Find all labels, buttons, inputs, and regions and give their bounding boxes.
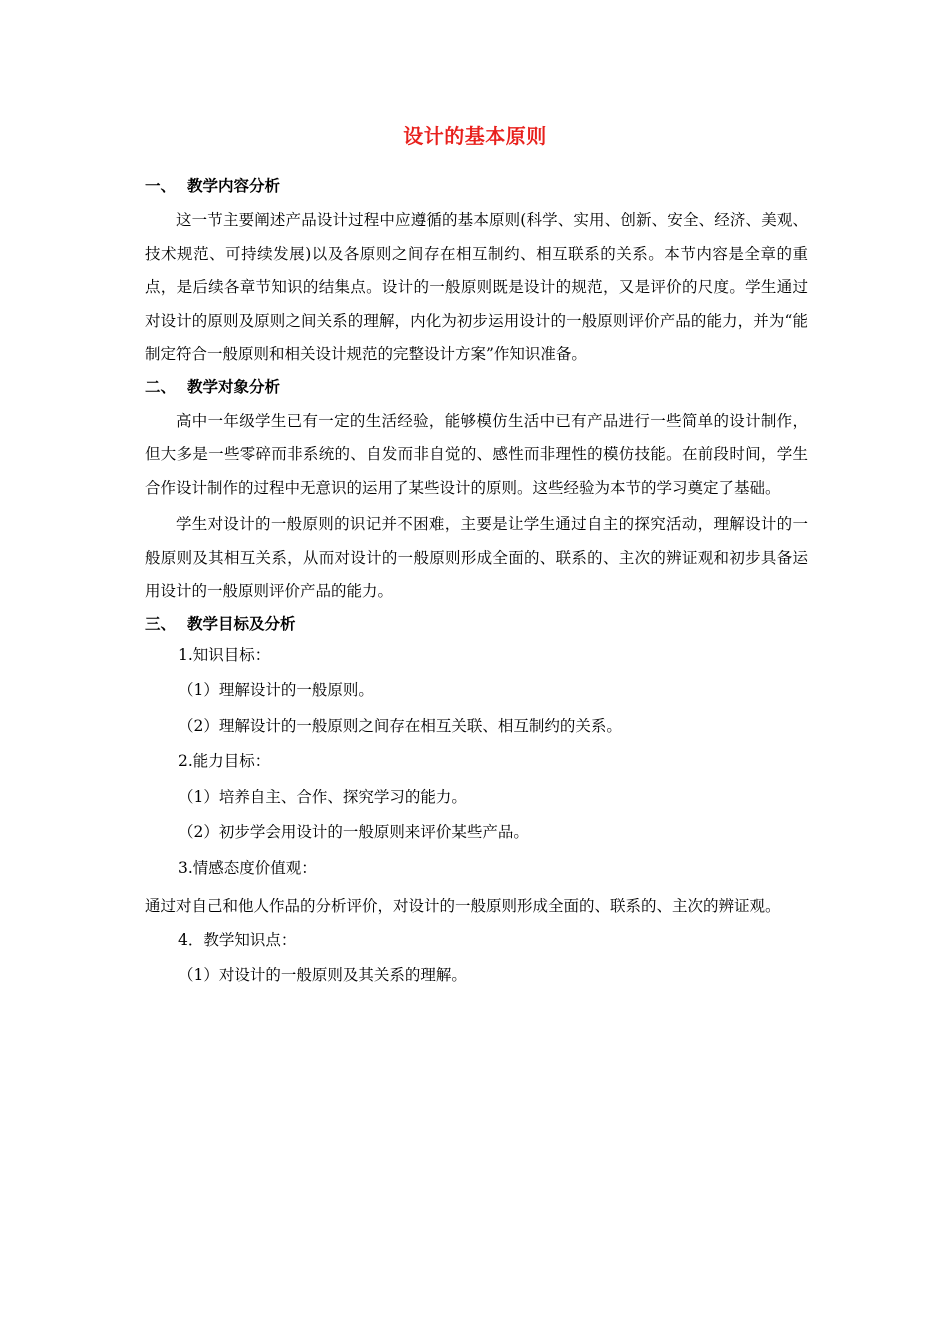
- paragraph: 通过对自己和他人作品的分析评价，对设计的一般原则形成全面的、联系的、主次的辨证观。: [145, 897, 781, 915]
- list-item: （2）初步学会用设计的一般原则来评价某些产品。: [178, 823, 529, 841]
- list-item: （1）对设计的一般原则及其关系的理解。: [178, 966, 467, 984]
- document-body: [145, 174, 808, 998]
- section-heading-2: [145, 375, 808, 399]
- section-title: 教学对象分析: [187, 376, 281, 396]
- paragraph: 这一节主要阐述产品设计过程中应遵循的基本原则(科学、实用、创新、安全、经济、美观、技术规范、可持续发展)以及各原则之间存在相互制约、相互联系的关系。本节内容是全章的重点，是后续各章节知识的结集点。设计的一般原则既是设计的规范，又是评价的尺度。学生通过对设计的原则及原则之间关系的理解，内化为初步运用设计的一般原则评价产品的能力，并为“能制定符合一般原则和相关设计规范的完整设计方案”作知识准备。: [145, 211, 808, 363]
- section-number: 三、: [145, 613, 177, 633]
- section-heading-1: [145, 174, 808, 198]
- paragraph: 高中一年级学生已有一定的生活经验，能够模仿生活中已有产品进行一些简单的设计制作，但大多是一些零碎而非系统的、自发而非自觉的、感性而非理性的模仿技能。在前段时间，学生合作设计制作的过程中无意识的运用了某些设计的原则。这些经验为本节的学习奠定了基础。: [145, 411, 808, 497]
- section-title: 教学内容分析: [187, 176, 281, 195]
- list-item: 2.能力目标：: [178, 752, 271, 770]
- document-title: 设计的基本原则: [403, 124, 547, 148]
- section-number: 一、: [145, 176, 177, 195]
- list-item: 3.情感态度价值观：: [178, 858, 317, 877]
- list-item: 1.知识目标：: [178, 645, 271, 664]
- list-item: （1）理解设计的一般原则。: [178, 681, 374, 699]
- section-title: 教学目标及分析: [187, 613, 296, 633]
- list-item: （2）理解设计的一般原则之间存在相互关联、相互制约的关系。: [178, 716, 622, 735]
- section-heading-3: [145, 612, 808, 636]
- section-number: 二、: [145, 376, 177, 396]
- list-item: 4．教学知识点：: [178, 930, 297, 949]
- list-item: （1）培养自主、合作、探究学习的能力。: [178, 787, 467, 806]
- paragraph: 学生对设计的一般原则的识记并不困难，主要是让学生通过自主的探究活动，理解设计的一般原则及其相互关系，从而对设计的一般原则形成全面的、联系的、主次的辨证观和初步具备运用设计的一般原则评价产品的能力。: [145, 515, 808, 600]
